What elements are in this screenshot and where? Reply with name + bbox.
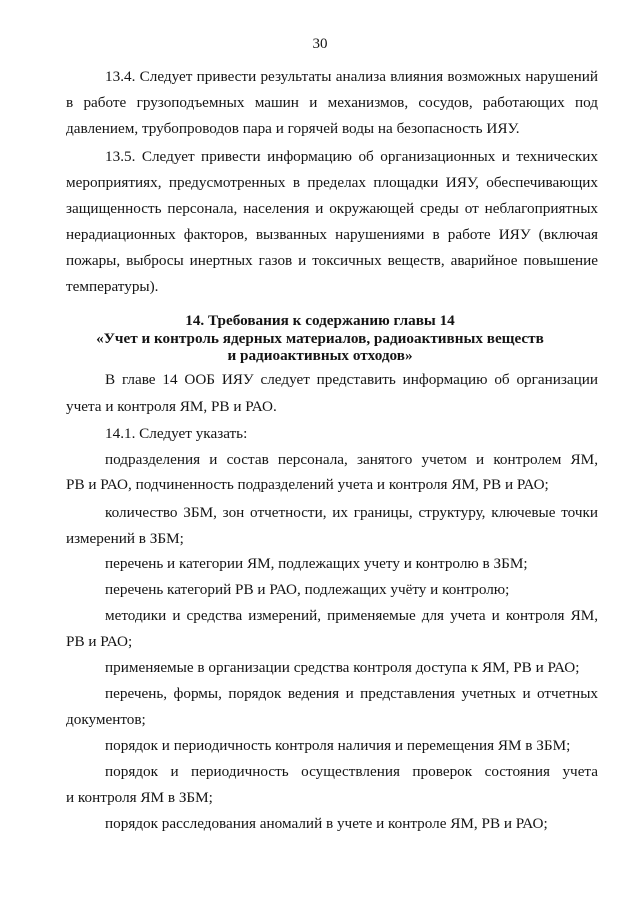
item-7-line-1: перечень, формы, порядок ведения и представления учетных и отчетных [105,685,598,702]
item-7-line-2: документов; [66,711,146,728]
item-8: порядок и периодичность контроля наличия и перемещения ЯМ в ЗБМ; [105,737,571,754]
item-4: перечень категорий РВ и РАО, подлежащих учёту и контролю; [105,581,510,598]
intro-line-2: учета и контроля ЯМ, РВ и РАО. [66,398,277,415]
paragraph-13-5-line-6: температуры). [66,278,159,295]
paragraph-13-4-line-3: давлением, трубопроводов пара и горячей воды на безопасность ИЯУ. [66,120,520,137]
item-3: перечень и категории ЯМ, подлежащих учету и контролю в ЗБМ; [105,555,528,572]
paragraph-13-4-line-1: 13.4. Следует привести результаты анализа влияния возможных нарушений [105,68,598,85]
paragraph-13-5-line-5: пожары, выбросы инертных газов и токсичных веществ, аварийное повышение [66,252,598,269]
paragraph-13-5-line-2: мероприятиях, предусмотренных в пределах площадки ИЯУ, обеспечивающих [66,174,598,191]
item-10: порядок расследования аномалий в учете и контроле ЯМ, РВ и РАО; [105,815,548,832]
section-14-heading-line-3: и радиоактивных отходов» [227,347,413,364]
paragraph-13-5-line-3: защищенность персонала, населения и окружающей среды от неблагоприятных [66,200,598,217]
item-1-line-2: РВ и РАО, подчиненность подразделений учета и контроля ЯМ, РВ и РАО; [66,476,549,493]
paragraph-13-5-line-1: 13.5. Следует привести информацию об организационных и технических [105,148,598,165]
paragraph-13-4-line-2: в работе грузоподъемных машин и механизмов, сосудов, работающих под [66,94,598,111]
paragraph-14-1: 14.1. Следует указать: [105,425,248,442]
page-number: 30 [312,36,328,52]
section-14-heading-line-2: «Учет и контроль ядерных материалов, радиоактивных веществ [96,330,544,347]
item-2-line-2: измерений в ЗБМ; [66,530,184,547]
paragraph-13-5-line-4: нерадиационных факторов, вызванных нарушениями в работе ИЯУ (включая [66,226,598,243]
item-2-line-1: количество ЗБМ, зон отчетности, их границы, структуру, ключевые точки [105,504,598,521]
item-5-line-1: методики и средства измерений, применяемые для учета и контроля ЯМ, [105,607,598,624]
item-5-line-2: РВ и РАО; [66,633,133,650]
item-9-line-2: и контроля ЯМ в ЗБМ; [66,789,213,806]
item-1-line-1: подразделения и состав персонала, занятого учетом и контролем ЯМ, [105,451,598,468]
item-9-line-1: порядок и периодичность осуществления проверок состояния учета [105,763,598,780]
intro-line-1: В главе 14 ООБ ИЯУ следует представить информацию об организации [105,371,598,388]
item-6: применяемые в организации средства контроля доступа к ЯМ, РВ и РАО; [105,659,580,676]
section-14-heading-line-1: 14. Требования к содержанию главы 14 [185,312,455,329]
